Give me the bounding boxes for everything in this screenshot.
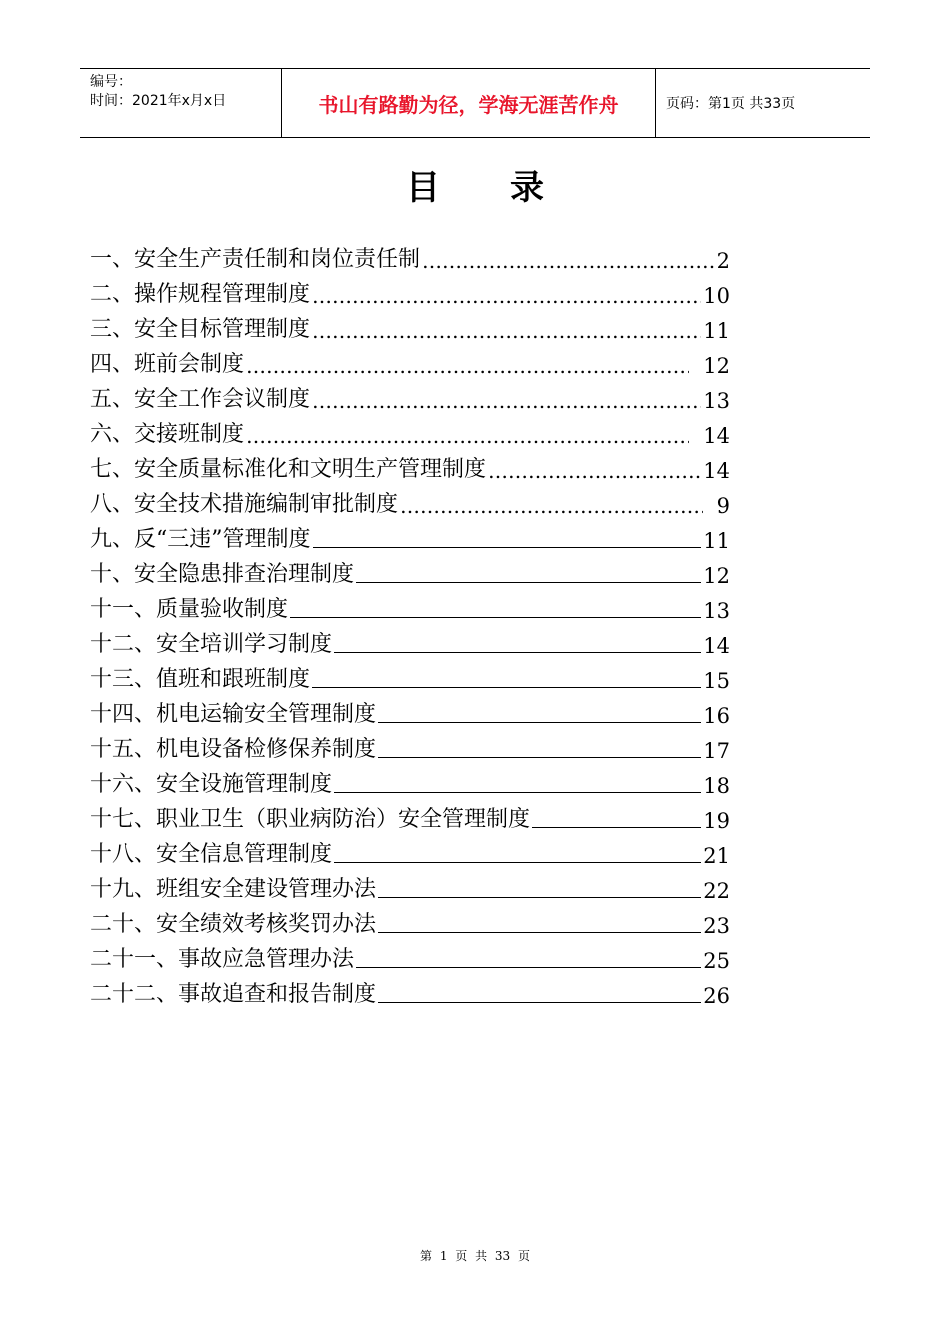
toc-entry[interactable] xyxy=(90,798,730,833)
header-motto-cell xyxy=(281,69,656,137)
toc-entry-page: 26 xyxy=(703,984,730,1008)
page-header xyxy=(80,68,870,138)
toc-leader-line xyxy=(532,827,701,828)
toc-entry[interactable] xyxy=(90,343,730,378)
toc-leader-line xyxy=(356,967,701,968)
toc-entry[interactable] xyxy=(90,553,730,588)
page-footer: 第 1 页 共 33 页 xyxy=(420,1249,530,1263)
toc-leader-dots xyxy=(312,284,701,308)
toc-entry-page: 18 xyxy=(703,774,730,798)
toc-entry-label: 六、交接班制度 xyxy=(90,422,245,447)
toc-entry[interactable] xyxy=(90,273,730,308)
toc-entry-label: 十三、值班和跟班制度 xyxy=(90,667,311,692)
toc-entry-page: 11 xyxy=(703,529,730,553)
toc-entry-page: 9 xyxy=(716,494,730,518)
toc-entry-page: 10 xyxy=(703,284,730,308)
toc-entry-page: 14 xyxy=(703,459,730,483)
toc-entry-label: 五、安全工作会议制度 xyxy=(90,387,311,412)
toc-entry-page: 14 xyxy=(703,424,730,448)
toc-leader-line xyxy=(312,687,701,688)
toc-leader-dots xyxy=(312,319,701,343)
toc-leader-line xyxy=(378,757,701,758)
toc-entry-page: 11 xyxy=(703,319,730,343)
header-meta xyxy=(80,69,281,137)
toc-entry-label: 九、反“三违”管理制度 xyxy=(90,527,311,552)
toc-entry-page: 13 xyxy=(703,599,730,623)
toc-entry-label: 十一、质量验收制度 xyxy=(90,597,289,622)
toc-entry-page: 17 xyxy=(703,739,730,763)
toc-entry-label: 七、安全质量标准化和文明生产管理制度 xyxy=(90,457,487,482)
toc-entry-page: 15 xyxy=(703,669,730,693)
toc-leader-line xyxy=(334,652,701,653)
toc-entry[interactable] xyxy=(90,903,730,938)
toc-entry[interactable] xyxy=(90,413,730,448)
toc-entry-page: 16 xyxy=(703,704,730,728)
toc-entry-label: 二、操作规程管理制度 xyxy=(90,282,311,307)
header-time: 时间：2021年x月x日 xyxy=(90,93,227,109)
toc-entry[interactable] xyxy=(90,378,730,413)
toc-entry-page: 12 xyxy=(703,564,730,588)
toc-leader-line xyxy=(334,862,701,863)
toc-leader-dots xyxy=(246,354,689,378)
toc-entry-label: 十六、安全设施管理制度 xyxy=(90,772,333,797)
toc-entry[interactable] xyxy=(90,868,730,903)
toc-entry-label: 四、班前会制度 xyxy=(90,352,245,377)
toc-leader-line xyxy=(378,932,701,933)
toc-entry-label: 十八、安全信息管理制度 xyxy=(90,842,333,867)
toc-leader-line xyxy=(290,617,701,618)
toc-entry[interactable] xyxy=(90,238,730,273)
toc-leader-line xyxy=(378,722,701,723)
toc-leader-dots xyxy=(312,389,701,413)
toc-entry[interactable] xyxy=(90,448,730,483)
toc-leader-line xyxy=(378,1002,701,1003)
toc-entry[interactable] xyxy=(90,938,730,973)
toc-entry[interactable] xyxy=(90,728,730,763)
toc-leader-line xyxy=(356,582,701,583)
toc-entry-page: 14 xyxy=(703,634,730,658)
toc-entry-label: 十二、安全培训学习制度 xyxy=(90,632,333,657)
toc-entry-label: 十五、机电设备检修保养制度 xyxy=(90,737,377,762)
toc-entry-label: 十四、机电运输安全管理制度 xyxy=(90,702,377,727)
toc-entry-page: 12 xyxy=(703,354,730,378)
toc-entry[interactable] xyxy=(90,623,730,658)
toc-entry-page: 19 xyxy=(703,809,730,833)
toc-leader-line xyxy=(334,792,701,793)
toc-entry[interactable] xyxy=(90,518,730,553)
toc-entry-label: 十七、职业卫生（职业病防治）安全管理制度 xyxy=(90,807,531,832)
toc-entry-label: 十九、班组安全建设管理办法 xyxy=(90,877,377,902)
toc-entry[interactable] xyxy=(90,833,730,868)
toc-entry[interactable] xyxy=(90,483,730,518)
toc-entry-page: 13 xyxy=(703,389,730,413)
header-code: 编号： xyxy=(90,74,132,90)
header-page-info: 页码：第1页 共33页 xyxy=(666,96,796,112)
table-of-contents xyxy=(90,238,730,1008)
toc-entry-label: 十、安全隐患排查治理制度 xyxy=(90,562,355,587)
toc-leader-dots xyxy=(422,249,715,273)
toc-leader-line xyxy=(313,547,702,548)
page-title: 目录 xyxy=(406,168,614,208)
toc-entry[interactable] xyxy=(90,693,730,728)
toc-entry-page: 21 xyxy=(703,844,730,868)
toc-entry-page: 25 xyxy=(703,949,730,973)
toc-entry[interactable] xyxy=(90,973,730,1008)
toc-entry-label: 三、安全目标管理制度 xyxy=(90,317,311,342)
toc-entry[interactable] xyxy=(90,763,730,798)
toc-entry-label: 八、安全技术措施编制审批制度 xyxy=(90,492,399,517)
toc-entry[interactable] xyxy=(90,658,730,693)
toc-entry-label: 二十、安全绩效考核奖罚办法 xyxy=(90,912,377,937)
header-motto: 书山有路勤为径，学海无涯苦作舟 xyxy=(318,92,619,117)
toc-entry-label: 一、安全生产责任制和岗位责任制 xyxy=(90,247,421,272)
toc-entry-page: 23 xyxy=(703,914,730,938)
toc-leader-dots xyxy=(488,459,701,483)
toc-leader-line xyxy=(378,897,701,898)
toc-leader-dots xyxy=(246,424,689,448)
toc-entry[interactable] xyxy=(90,308,730,343)
toc-entry-page: 22 xyxy=(703,879,730,903)
toc-entry[interactable] xyxy=(90,588,730,623)
toc-leader-dots xyxy=(400,494,703,518)
toc-entry-label: 二十一、事故应急管理办法 xyxy=(90,947,355,972)
toc-entry-label: 二十二、事故追查和报告制度 xyxy=(90,982,377,1007)
toc-entry-page: 2 xyxy=(716,249,730,273)
